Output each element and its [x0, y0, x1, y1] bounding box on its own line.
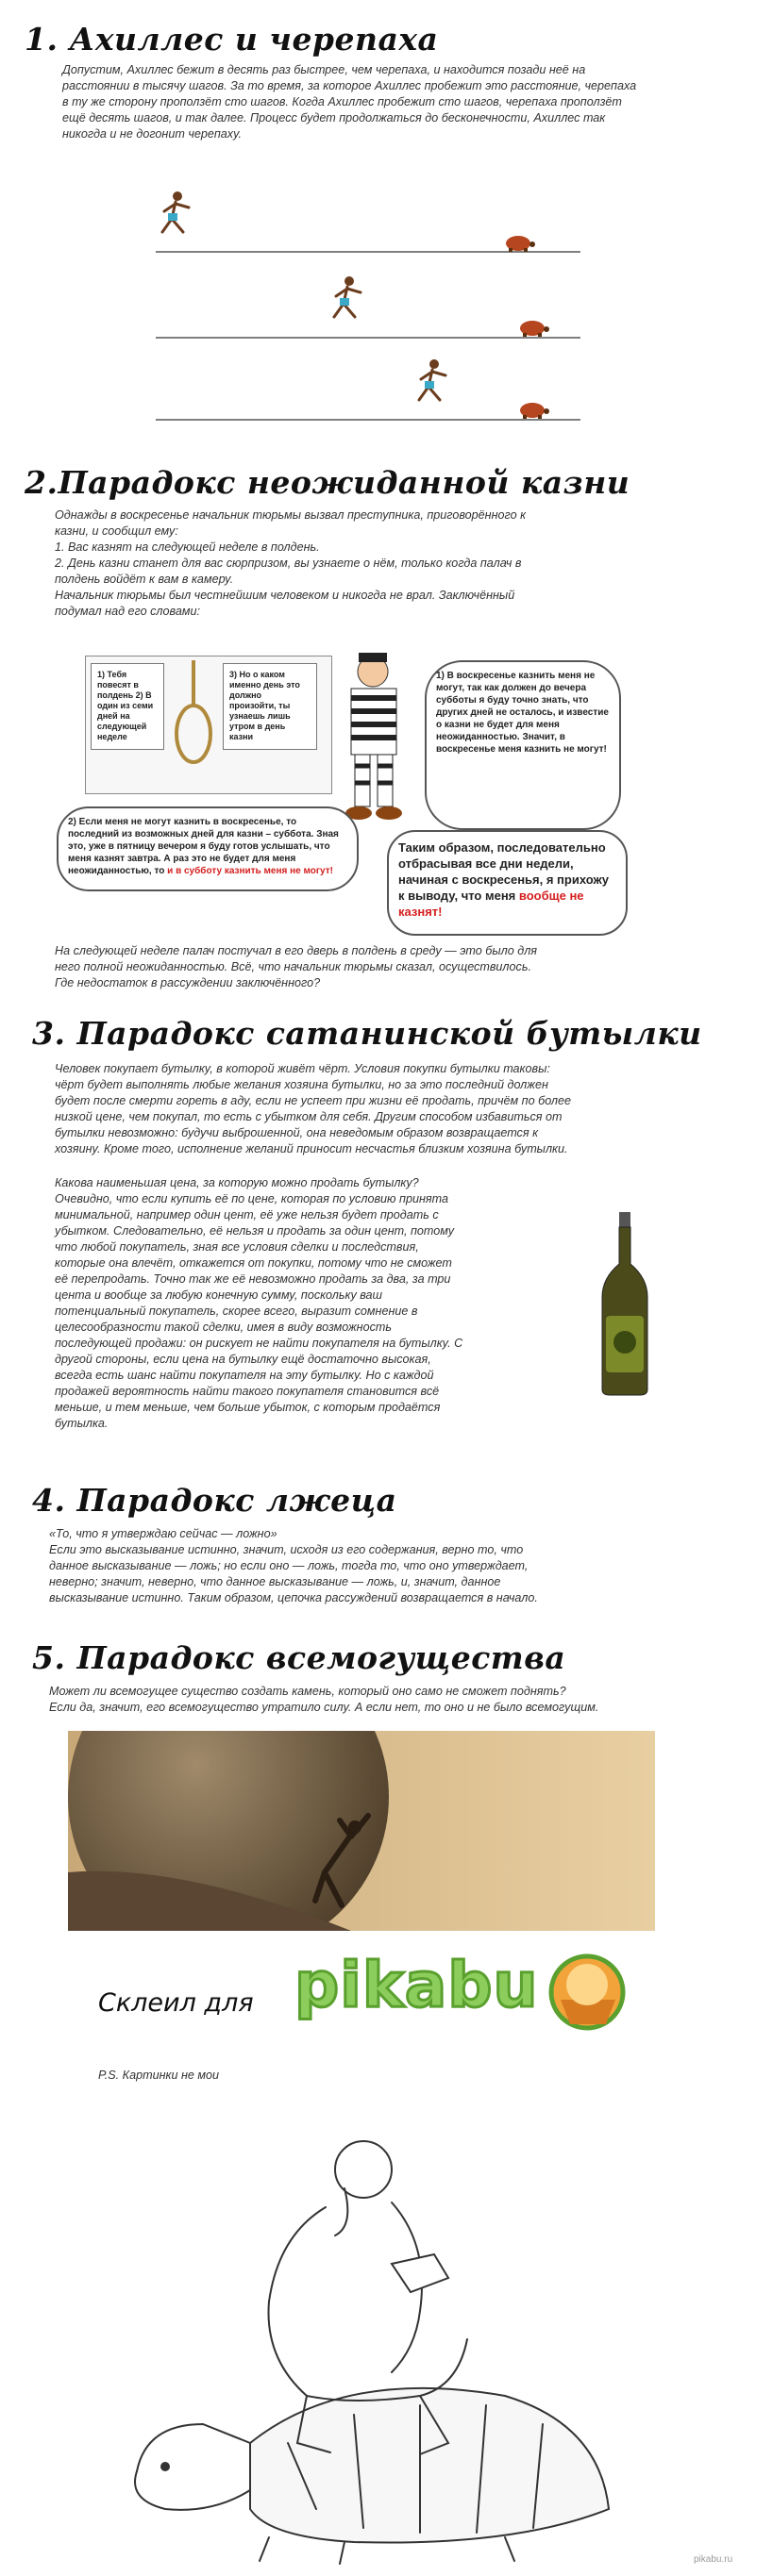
section-2-title: 2.Парадокс неожиданной казни	[25, 464, 630, 501]
thought-bubble-1	[425, 660, 621, 830]
text-line: Допустим, Ахиллес бежит в десять раз быстрее, чем черепаха, и находится позади неё на	[62, 63, 586, 76]
bubble-3-red-text: вообще не казнят!	[398, 889, 584, 919]
text-line: убытком. Следовательно, её нельзя и продать за один цент, потому	[55, 1224, 455, 1238]
text-line: целесообразности такой сделки, имея в виду возможность	[55, 1321, 393, 1334]
text-line: расстоянии в тысячу шагов. За то время, за которое Ахиллес пробежит это расстояние, черепаха	[62, 79, 637, 92]
section-4-text	[49, 1526, 729, 1606]
tortoise-icon	[520, 403, 549, 419]
text-line: которые она влечёт, откажется от покупки, потому что не сможет	[55, 1256, 452, 1270]
text-line: Если это высказывание истинно, значит, исходя из его содержания, верно то, что	[49, 1543, 524, 1556]
text-line: Однажды в воскресенье начальник тюрьмы вызвал преступника, приговорённого к	[55, 508, 527, 522]
text-line: Человек покупает бутылку, в которой живёт чёрт. Условия покупки бутылки таковы:	[55, 1062, 550, 1075]
text-line: будет после смерти гореть в аду, если не успеет при жизни её продать, причём по более	[55, 1094, 572, 1107]
tortoise-icon	[520, 321, 549, 337]
text-line: Какова наименьшая цена, за которую можно продать бутылку?	[55, 1176, 419, 1189]
text-line: её перепродать. Точно так же её невозможно продать за два, за три	[55, 1272, 451, 1286]
section-5-text	[49, 1684, 748, 1716]
text-line: Если да, значит, его всемогущество утратило силу. А если нет, то оно и не было всемогущим.	[49, 1701, 599, 1714]
text-line: 2. День казни станет для вас сюрпризом, вы узнаете о нём, только когда палач в	[55, 557, 522, 570]
text-line: полдень войдёт к вам в камеру.	[55, 573, 234, 586]
text-line: в ту же сторону проползёт сто шагов. Когда Ахиллес пробежит сто шагов, черепаха проползёт	[62, 95, 622, 108]
text-line: На следующей неделе палач постучал в его дверь в полдень в среду — это было для	[55, 944, 538, 957]
pikabu-wordmark: pikabu	[294, 1949, 539, 2021]
text-line: неверно; значит, неверно, что данное высказывание — ложь, и, значит, данное	[49, 1575, 501, 1588]
text-line: минимальной, например один цент, её уже нельзя будет продать с	[55, 1208, 439, 1222]
prisoner-icon	[330, 651, 425, 825]
text-line: бутылка.	[55, 1417, 109, 1430]
text-line: высказывание истинно. Таким образом, цепочка рассуждений возвращается в начало.	[49, 1591, 538, 1604]
text-line: цента и вообще за любую конечную сумму, поскольку ваш	[55, 1288, 383, 1302]
race-row-2	[156, 276, 580, 338]
text-line: продажей вероятность найти такого покупателя становится всё	[55, 1385, 440, 1398]
comic-panel-right: 3) Но о каком именно день это должно произойти, ты узнаешь лишь утром в день казни	[223, 663, 317, 750]
ps-note	[98, 2068, 219, 2084]
section-1-title: 1. Ахиллес и черепаха	[25, 21, 439, 58]
text-line: никогда и не догонит черепаху.	[62, 127, 243, 141]
section-3-title: 3. Парадокс сатанинской бутылки	[32, 1015, 702, 1052]
section-2-text	[55, 507, 715, 620]
watermark: pikabu.ru	[694, 2554, 733, 2565]
section-5-title: 5. Парадокс всемогущества	[32, 1639, 566, 1676]
section-3-text	[55, 1061, 734, 1157]
section-1-text	[62, 62, 742, 142]
bubble-3-text: Таким образом, последовательно отбрасывая все дни недели, начиная с воскресенья, я прихожу к выводу, что меня	[398, 840, 609, 903]
text-line: всегда есть шанс найти покупателя на эту бутылку. Но с каждой	[55, 1369, 434, 1382]
tortoise-icon	[506, 236, 535, 252]
text-line: Очевидно, что если купить её по цене, которая по условию принята	[55, 1192, 448, 1205]
achilles-tortoise-illustration	[142, 179, 585, 434]
text-line: чёрт будет выполнять любые желания хозяина бутылки, но за это последний должен	[55, 1078, 548, 1091]
text-line: него полной неожиданностью. Всё, что начальник тюрьмы сказал, осуществилось.	[55, 960, 531, 973]
sisyphus-boulder-image	[68, 1731, 655, 1931]
runner-icon	[162, 191, 189, 232]
section-3-text-2	[55, 1175, 564, 1432]
text-line: ещё десять шагов, и так далее. Процесс будет продолжаться до бесконечности, Ахиллес так	[62, 111, 606, 125]
pikabu-logo[interactable]	[294, 1949, 539, 2038]
glued-for-label: Склеил для	[98, 1988, 254, 2018]
race-row-1	[156, 191, 580, 252]
bottle-icon	[597, 1212, 653, 1396]
ps-text: P.S. Картинки не мои	[98, 2069, 220, 2082]
text-line: другой стороны, если цена на бутылку ещё достаточно высокая,	[55, 1353, 431, 1366]
muffin-icon	[547, 1953, 628, 2033]
race-row-3	[156, 359, 580, 420]
bubble-2-text: 2) Если меня не могут казнить в воскресенье, то последний из возможных дней для казни – суббота. Зная это, уже в пятницу вечером я буду готов услышать, что меня казнят завтра. А раз это не будет для меня неожиданностью, то	[68, 817, 339, 876]
text-line: низкой цене, чем покупал, то есть с убытком для себя. Другим способом избавиться от	[55, 1110, 563, 1123]
text-line: данное высказывание — ложь; но если оно — ложь, тогда то, что оно утверждает,	[49, 1559, 529, 1572]
text-line: казни, и сообщил ему:	[55, 524, 178, 538]
section-2-after-text	[55, 943, 715, 991]
text-line: потенциальный покупатель, скорее всего, выразит сомнение в	[55, 1305, 418, 1318]
runner-icon	[419, 359, 445, 400]
bubble-2-red-text: и в субботу казнить меня не могут!	[167, 866, 333, 876]
noose-icon	[168, 660, 220, 773]
text-line: бутылки невозможно: будучи выброшенной, она неведомым образом возвращается к	[55, 1126, 539, 1139]
text-line: Начальник тюрьмы был честнейшим человеком и никогда не врал. Заключённый	[55, 589, 515, 602]
section-4-title: 4. Парадокс лжеца	[32, 1482, 397, 1519]
text-line: подумал над его словами:	[55, 605, 200, 618]
text-line: «То, что я утверждаю сейчас — ложно»	[49, 1527, 277, 1540]
text-line: что любой покупатель, зная все условия сделки и последствия,	[55, 1240, 419, 1254]
text-line: 1. Вас казнят на следующей неделе в полдень.	[55, 540, 320, 554]
thought-bubble-2	[57, 806, 359, 891]
runner-icon	[334, 276, 361, 317]
text-line: последующей продажи: он рискует не найти покупателя на бутылку. С	[55, 1337, 463, 1350]
text-line: Где недостаток в рассуждении заключённого?	[55, 976, 321, 989]
thinker-on-tortoise-image	[109, 2113, 637, 2566]
text-line: Может ли всемогущее существо создать камень, который оно само не сможет поднять?	[49, 1685, 566, 1698]
comic-panel-left: 1) Тебя повесят в полдень 2) В один из семи дней на следующей неделе	[91, 663, 164, 750]
text-line: хозяину. Кроме того, исполнение желаний приносит несчастья близким хозяина бутылки.	[55, 1142, 568, 1155]
bubble-1-text: 1) В воскресенье казнить меня не могут, так как должен до вечера субботы я буду точно знать, что других дней не осталось, и известие о казни не будет для меня неожиданностью. Значит, в воскресенье меня казнить не могут!	[436, 671, 609, 755]
text-line: меньше, и тем меньше, чем больше убыток, с которым продаётся	[55, 1401, 441, 1414]
speech-bubble-3	[387, 830, 628, 936]
